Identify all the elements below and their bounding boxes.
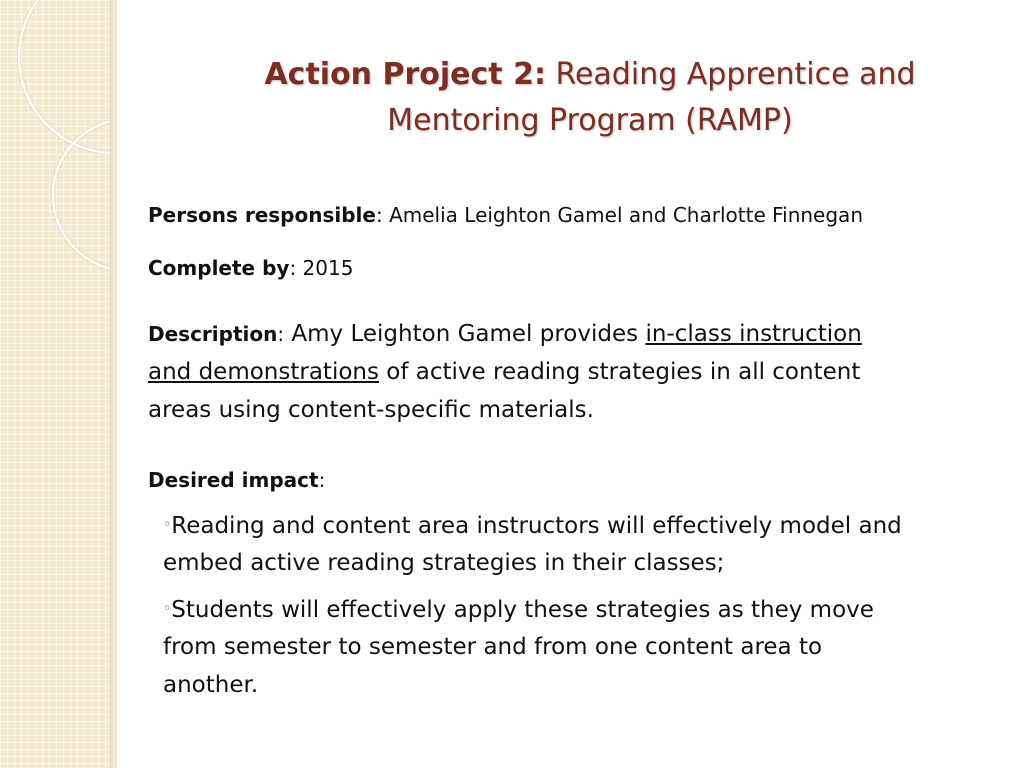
decorative-sidebar: [0, 0, 110, 768]
bullet-2-line-2: from semester to semester and from one content area to: [163, 634, 823, 660]
impact-label: Desired impact: [148, 468, 319, 492]
bullet-2-line-3: another.: [163, 672, 259, 698]
title-rest: Reading Apprentice and: [545, 57, 916, 92]
description-line-2: [148, 353, 860, 391]
decorative-ring: [52, 118, 110, 272]
sidebar-edge-line: [115, 0, 117, 768]
description-label: Description: [148, 322, 278, 346]
complete-label: Complete by: [148, 256, 290, 280]
bullet-1-line-1: Reading and content area instructors will effectively model and: [171, 513, 902, 539]
persons-value: Amelia Leighton Gamel and Charlotte Finnegan: [382, 203, 863, 227]
desired-impact: [148, 466, 325, 494]
description-colon: :: [277, 322, 285, 346]
bullet-marker-icon: ◦: [163, 601, 172, 617]
slide-title: [170, 52, 1010, 144]
bullet-2-line-1: Students will effectively apply these strategies as they move: [171, 597, 874, 623]
description-link-2: and demonstrations: [148, 359, 379, 385]
bullet-marker-icon: ◦: [163, 517, 172, 533]
impact-colon: :: [318, 468, 326, 492]
description-link-1: in-class instruction: [645, 321, 862, 347]
impact-bullet-1: [163, 506, 902, 545]
description-line-1: [148, 315, 862, 353]
bullet-1-line-2: embed active reading strategies in their classes;: [163, 550, 725, 576]
description-text-2: of active reading strategies in all content: [378, 359, 861, 385]
description-text: Amy Leighton Gamel provides: [284, 321, 646, 347]
impact-bullet-2: [163, 590, 874, 629]
persons-colon: :: [375, 203, 383, 227]
persons-responsible: [148, 201, 863, 229]
persons-label: Persons responsible: [148, 203, 376, 227]
title-line-2: Mentoring Program (RAMP): [387, 103, 793, 138]
complete-by: [148, 254, 353, 282]
complete-value: 2015: [296, 256, 354, 280]
complete-colon: :: [289, 256, 297, 280]
title-line-1: [170, 52, 1010, 98]
title-bold: Action Project 2:: [264, 57, 546, 92]
description-line-3: areas using content-specific materials.: [148, 397, 594, 423]
